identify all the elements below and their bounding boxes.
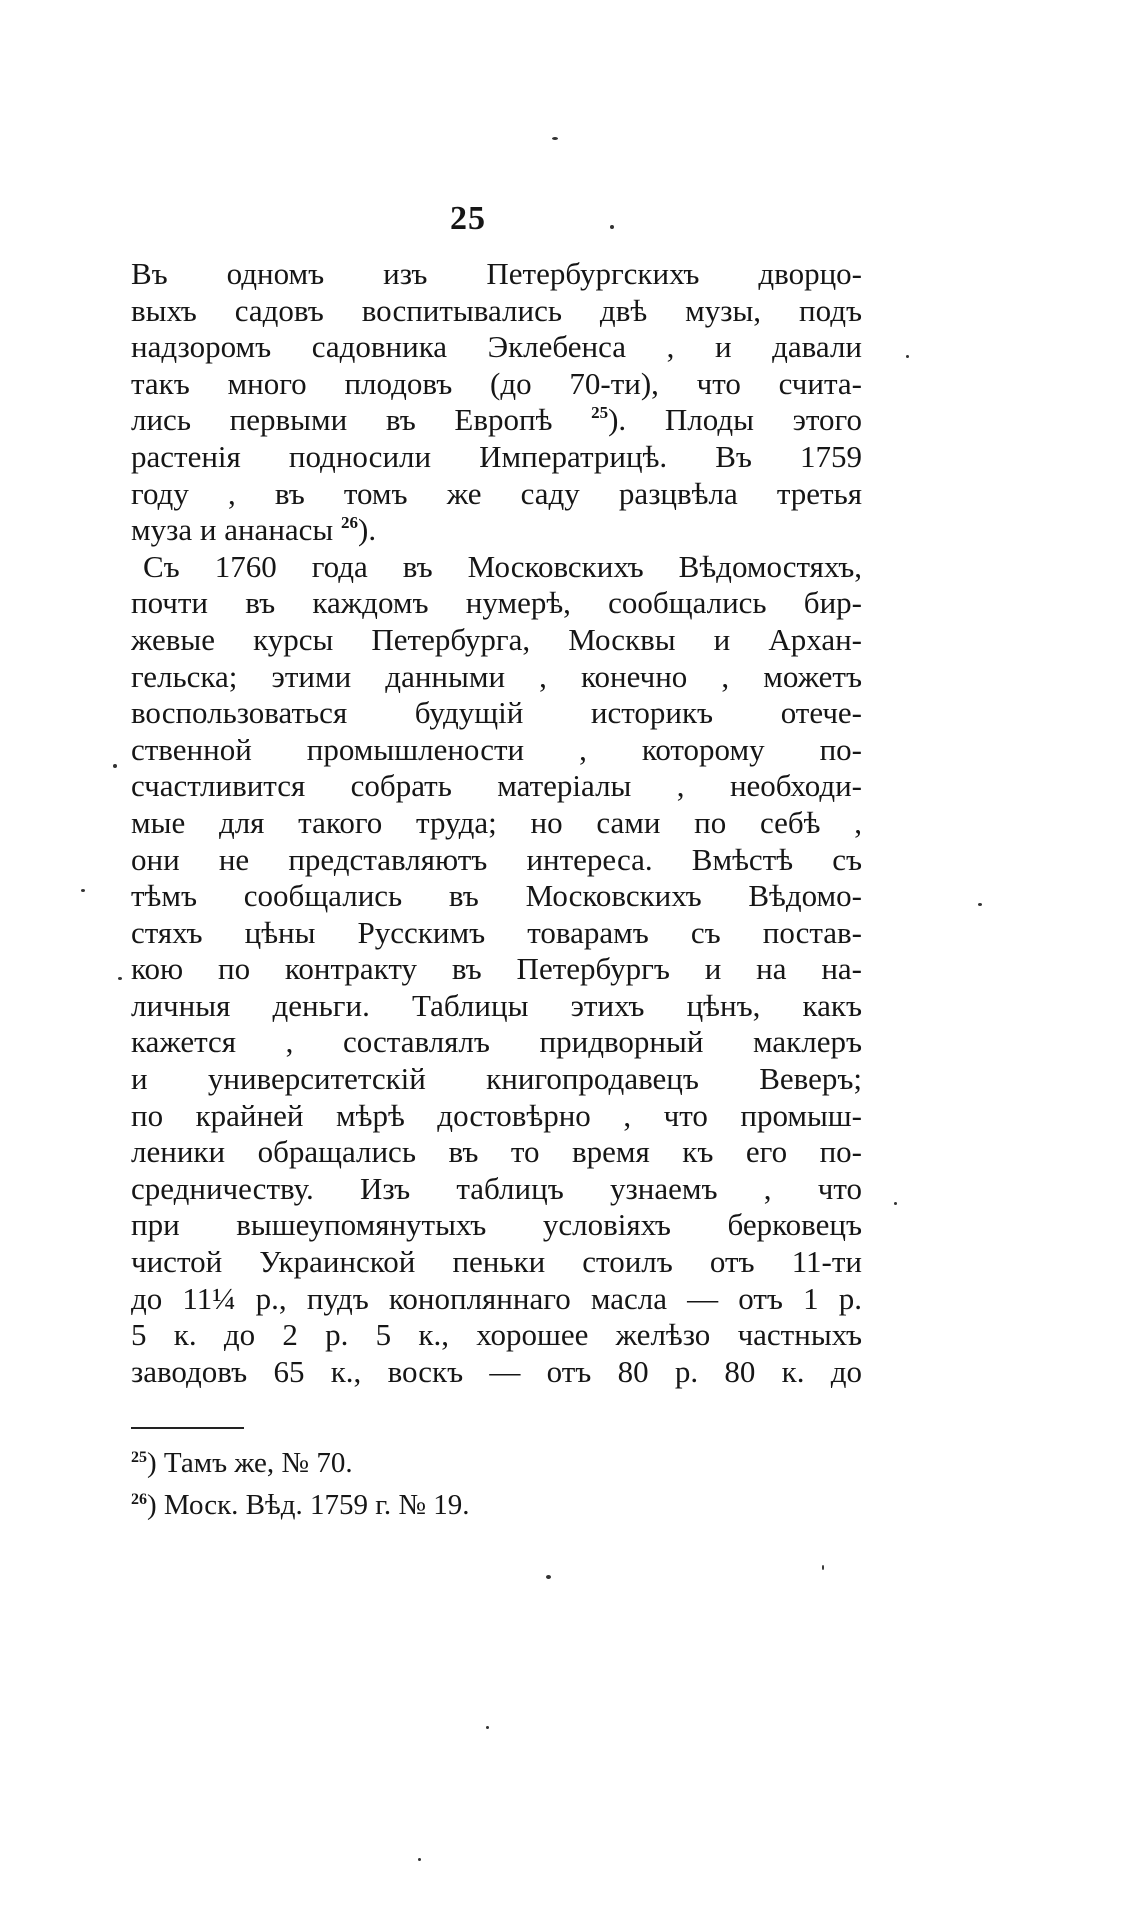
page-number: 25 xyxy=(450,200,486,237)
text-line xyxy=(131,512,862,549)
text-line: кажется , составлялъ придворный маклеръ xyxy=(131,1024,862,1060)
text-line: они не представляютъ интереса. Вмѣстѣ съ xyxy=(131,841,862,877)
text-segment: до 11 xyxy=(131,1280,213,1316)
scan-speck xyxy=(822,1565,824,1570)
text-line: и университетскій книгопродавецъ Веверъ; xyxy=(131,1061,862,1097)
text-line: растенія подносили Императрицѣ. Въ 1759 xyxy=(131,438,862,474)
text-line: Съ 1760 года въ Московскихъ Вѣдомостяхъ, xyxy=(143,548,862,584)
text-line: воспользоваться будущій историкъ отече- xyxy=(131,695,862,731)
scan-speck xyxy=(113,764,117,768)
scan-speck xyxy=(894,1202,897,1205)
scan-speck xyxy=(486,1726,489,1729)
text-line: по крайней мѣрѣ достовѣрно , что промыш- xyxy=(131,1097,862,1133)
text-segment: лись первыми въ Европѣ xyxy=(131,402,553,438)
text-line xyxy=(131,1281,862,1318)
text-segment: р., пудъ конопляннаго масла — отъ 1 р. xyxy=(235,1280,862,1316)
text-line: леники обращались въ то время къ его по- xyxy=(131,1134,862,1170)
text-segment: ). Плоды этого xyxy=(608,402,862,438)
text-line: счастливится собрать матеріалы , необходи- xyxy=(131,768,862,804)
footnote-divider xyxy=(131,1427,244,1429)
text-line: гельска; этими данными , конечно , можетъ xyxy=(131,658,862,694)
text-segment: муза и ананасы xyxy=(131,512,334,548)
text-line: личныя деньги. Таблицы этихъ цѣнъ, какъ xyxy=(131,987,862,1023)
text-line: мые для такого труда; но сами по себѣ , xyxy=(131,804,862,840)
text-line: году , въ томъ же саду разцвѣла третья xyxy=(131,475,862,511)
text-line: тѣмъ сообщались въ Московскихъ Вѣдомо- xyxy=(131,878,862,914)
text-line: средничеству. Изъ таблицъ узнаемъ , что xyxy=(131,1170,862,1206)
scan-speck xyxy=(418,1858,421,1861)
text-line: чистой Украинской пеньки стоилъ отъ 11-ти xyxy=(131,1244,862,1280)
text-line: почти въ каждомъ нумерѣ, сообщались бир- xyxy=(131,585,862,621)
text-line: надзоромъ садовника Эклебенса , и давали xyxy=(131,329,862,365)
text-line: выхъ садовъ воспитывались двѣ музы, подъ xyxy=(131,292,862,328)
fraction: ¼ xyxy=(212,1280,236,1316)
scan-speck xyxy=(978,903,982,906)
footnote-ref-26[interactable]: 26 xyxy=(341,513,359,533)
text-line: такъ много плодовъ (до 70-ти), что счита- xyxy=(131,365,862,401)
text-line: жевые курсы Петербурга, Москвы и Архан- xyxy=(131,621,862,657)
footnote-number: 26 xyxy=(131,1491,147,1508)
scan-speck xyxy=(906,355,909,358)
footnote-ref-25[interactable]: 25 xyxy=(591,403,609,423)
text-line xyxy=(131,402,862,439)
text-line: кою по контракту въ Петербургъ и на на- xyxy=(131,951,862,987)
footnotes xyxy=(131,1442,831,1526)
footnote-item xyxy=(131,1442,831,1484)
footnote-number: 25 xyxy=(131,1449,147,1466)
footnote-item xyxy=(131,1484,831,1526)
text-line: стяхъ цѣны Русскимъ товарамъ съ постав- xyxy=(131,914,862,950)
text-line: 5 к. до 2 р. 5 к., хорошее желѣзо частныхъ xyxy=(131,1317,862,1353)
footnote-text: ) Тамъ же, № 70. xyxy=(147,1447,353,1479)
scan-speck xyxy=(118,977,122,980)
scan-speck xyxy=(610,225,614,229)
text-line: заводовъ 65 к., воскъ — отъ 80 р. 80 к. до xyxy=(131,1353,862,1389)
scan-speck xyxy=(552,137,558,140)
main-text xyxy=(131,256,862,1390)
footnote-text: ) Моск. Вѣд. 1759 г. № 19. xyxy=(147,1489,470,1521)
scan-speck xyxy=(81,889,85,892)
text-line: ственной промышлености , которому по- xyxy=(131,731,862,767)
scan-speck xyxy=(546,1575,551,1579)
text-line: при вышеупомянутыхъ условіяхъ берковецъ xyxy=(131,1207,862,1243)
text-segment: ). xyxy=(358,512,377,548)
text-line: Въ одномъ изъ Петербургскихъ дворцо- xyxy=(131,256,862,291)
